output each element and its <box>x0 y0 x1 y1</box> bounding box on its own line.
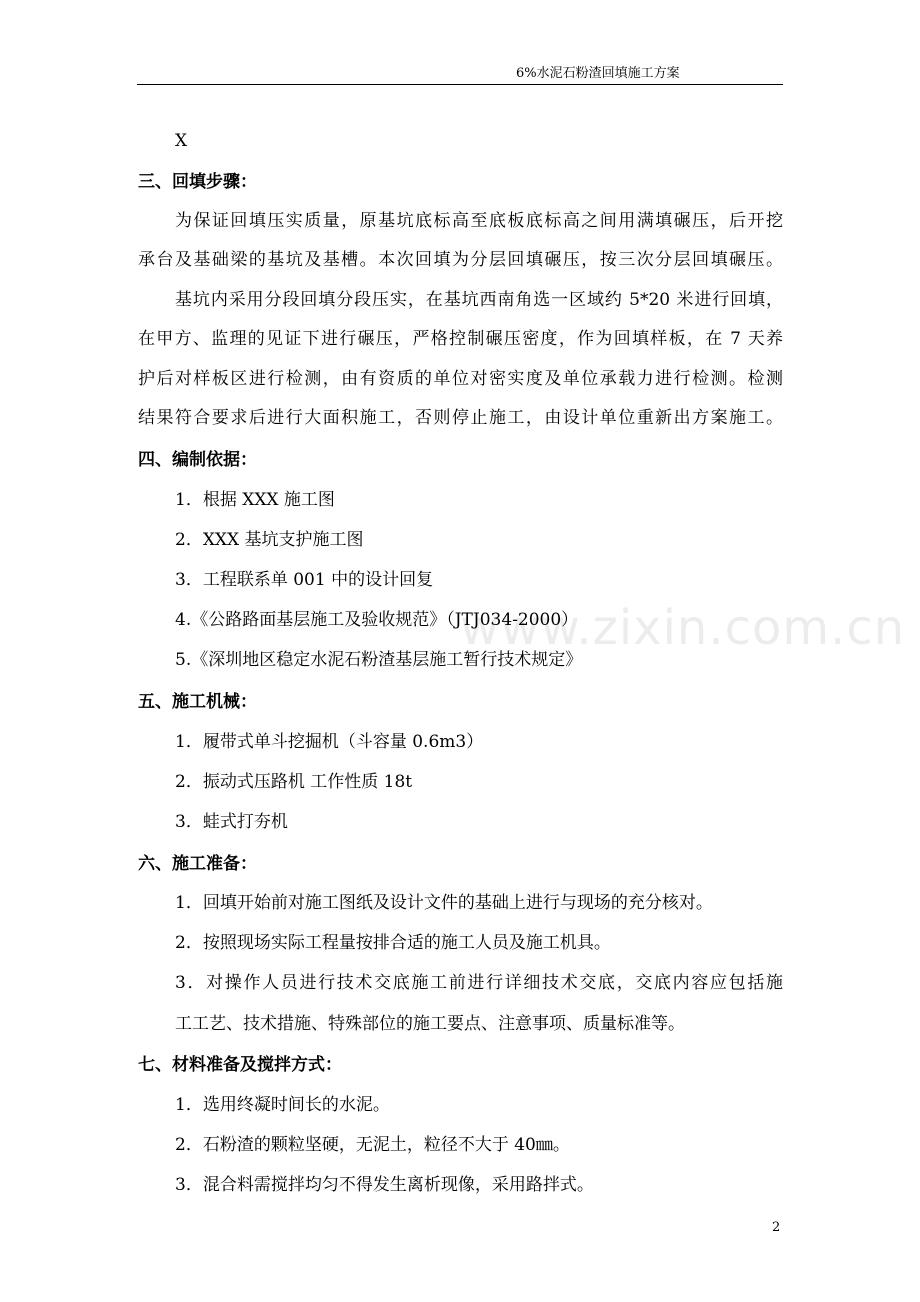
page-number: 2 <box>772 1220 781 1235</box>
header-title: 6%水泥石粉渣回填施工方案 <box>516 66 680 81</box>
list-item: 1．履带式单斗挖掘机（斗容量 0.6m3） <box>175 732 484 752</box>
list-item: 1．回填开始前对施工图纸及设计文件的基础上进行与现场的充分核对。 <box>175 893 713 913</box>
list-item: 2．按照现场实际工程量按排合适的施工人员及施工机具。 <box>175 933 611 953</box>
list-item: 5.《深圳地区稳定水泥石粉渣基层施工暂行技术规定》 <box>175 650 583 670</box>
list-item-continuation: 工工艺、技术措施、特殊部位的施工要点、注意事项、质量标准等。 <box>175 1014 685 1034</box>
section-heading-6: 六、施工准备： <box>138 854 257 874</box>
carry-over-text: X <box>175 131 188 151</box>
list-item: 1．选用终凝时间长的水泥。 <box>175 1095 390 1115</box>
list-item: 2．振动式压路机 工作性质 18t <box>175 772 413 792</box>
section-heading-4: 四、编制依据： <box>138 450 257 470</box>
paragraph-line: 在甲方、监理的见证下进行碾压，严格控制碾压密度，作为回填样板，在 7 天养 <box>138 329 783 349</box>
list-item: 3．工程联系单 001 中的设计回复 <box>175 570 434 590</box>
list-item: 2．石粉渣的颗粒坚硬，无泥土，粒径不大于 40㎜。 <box>175 1135 570 1155</box>
paragraph-line: 基坑内采用分段回填分段压实，在基坑西南角选一区域约 5*20 米进行回填， <box>175 290 783 310</box>
paragraph-line: 承台及基础梁的基坑及基槽。本次回填为分层回填碾压，按三次分层回填碾压。 <box>138 250 783 270</box>
list-item: 3．蛙式打夯机 <box>175 812 288 832</box>
list-item: 3．混合料需搅拌均匀不得发生离析现像，采用路拌式。 <box>175 1175 594 1195</box>
section-heading-7: 七、材料准备及搅拌方式： <box>138 1055 342 1075</box>
watermark: www.zixin.com.cn <box>460 600 906 656</box>
paragraph-line: 为保证回填压实质量，原基坑底标高至底板底标高之间用满填碾压，后开挖 <box>175 211 783 231</box>
list-item: 2．XXX 基坑支护施工图 <box>175 530 364 550</box>
section-heading-5: 五、施工机械： <box>138 692 257 712</box>
list-item: 1．根据 XXX 施工图 <box>175 490 335 510</box>
paragraph-line: 护后对样板区进行检测，由有资质的单位对密实度及单位承载力进行检测。检测 <box>138 369 783 389</box>
list-item: 4.《公路路面基层施工及验收规范》（JTJ034-2000） <box>175 610 579 630</box>
header-rule <box>137 84 783 85</box>
paragraph-line: 结果符合要求后进行大面积施工，否则停止施工，由设计单位重新出方案施工。 <box>138 408 783 428</box>
list-item: 3．对操作人员进行技术交底施工前进行详细技术交底，交底内容应包括施 <box>175 973 783 993</box>
section-heading-3: 三、回填步骤： <box>138 172 257 192</box>
